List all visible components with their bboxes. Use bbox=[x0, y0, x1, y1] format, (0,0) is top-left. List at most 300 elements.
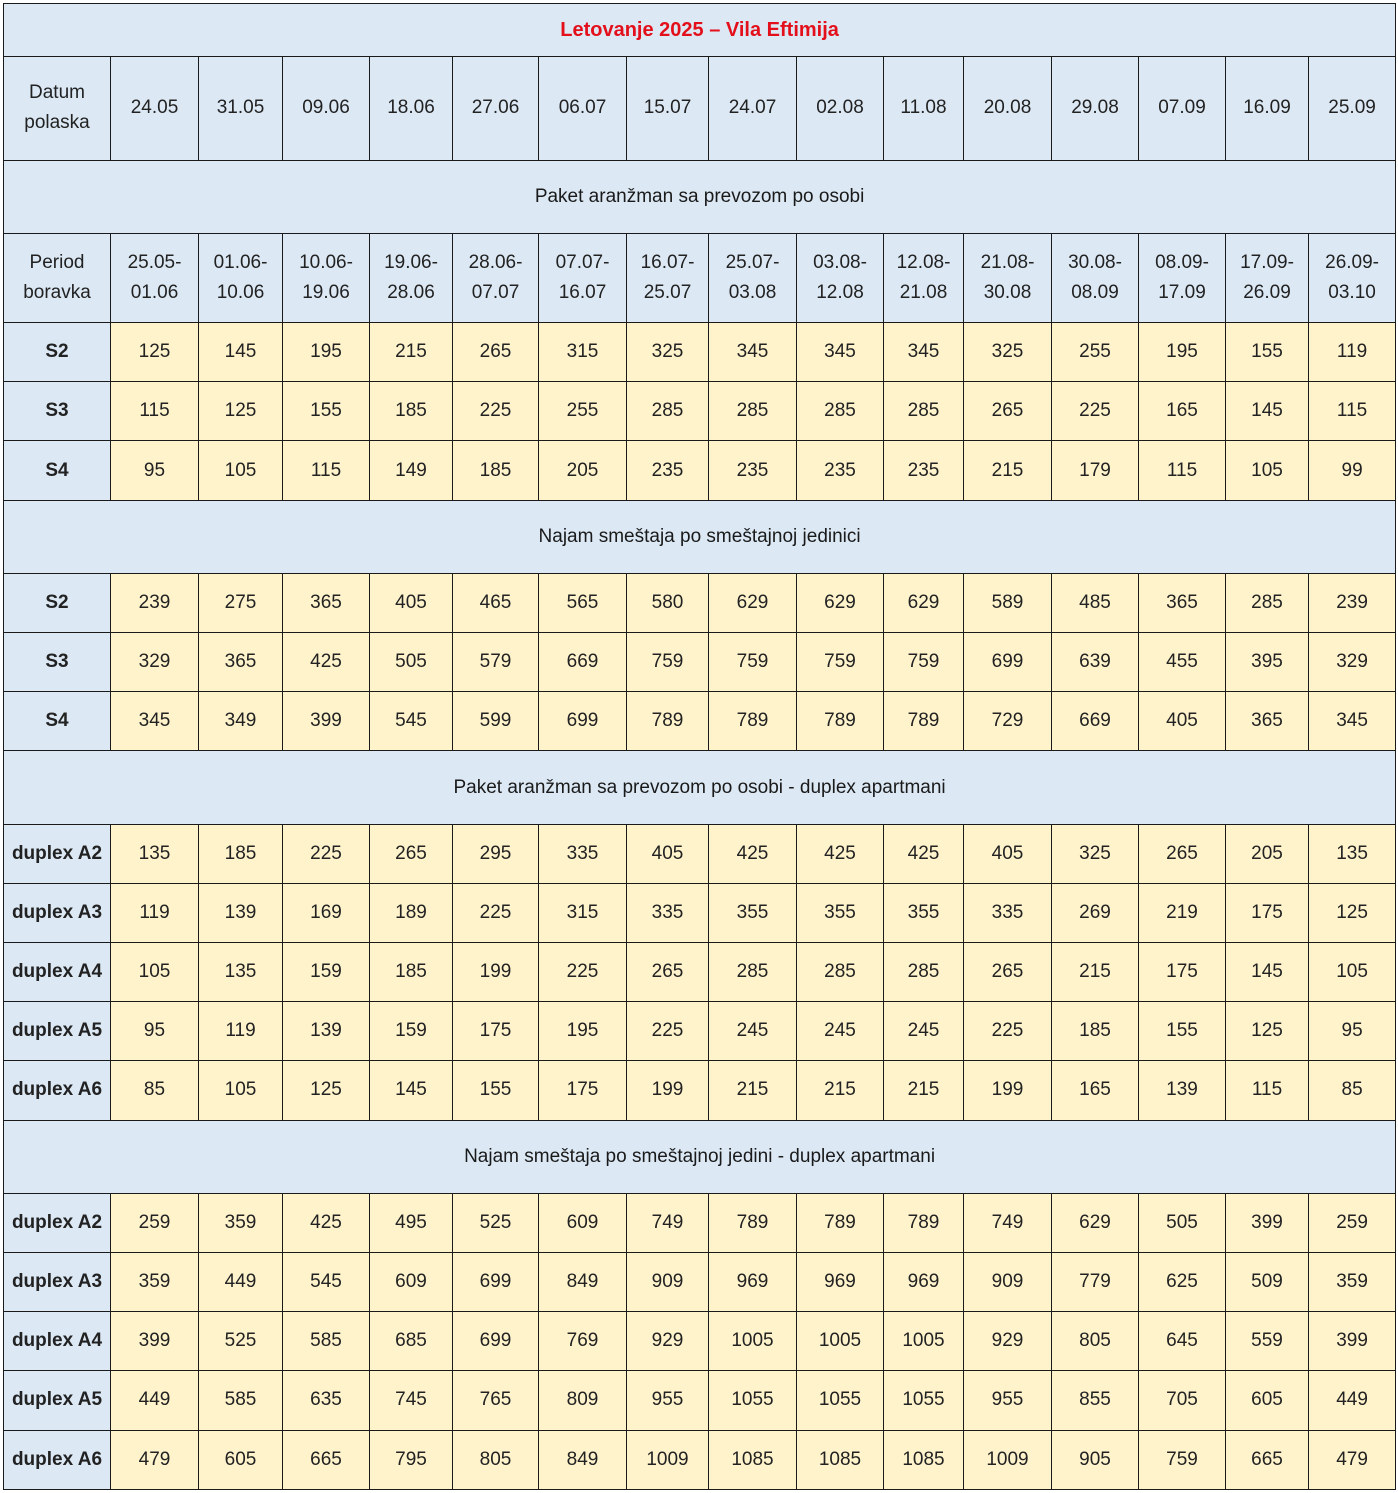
price-cell: 325 bbox=[964, 323, 1052, 382]
price-cell: 105 bbox=[199, 441, 283, 500]
price-cell: 345 bbox=[1309, 692, 1396, 751]
departure-date-cell: 16.09 bbox=[1226, 57, 1309, 160]
price-cell: 179 bbox=[1052, 441, 1139, 500]
price-cell: 285 bbox=[1226, 573, 1309, 632]
price-cell: 565 bbox=[539, 573, 627, 632]
price-cell: 245 bbox=[709, 1002, 797, 1061]
price-cell: 235 bbox=[884, 441, 964, 500]
price-cell: 629 bbox=[1052, 1193, 1139, 1252]
stay-period-row bbox=[4, 233, 1396, 322]
price-row bbox=[4, 633, 1396, 692]
price-cell: 125 bbox=[1309, 883, 1396, 942]
price-cell: 315 bbox=[539, 323, 627, 382]
price-cell: 355 bbox=[709, 883, 797, 942]
price-cell: 545 bbox=[283, 1253, 370, 1312]
price-cell: 809 bbox=[539, 1371, 627, 1430]
price-cell: 909 bbox=[964, 1253, 1052, 1312]
price-cell: 99 bbox=[1309, 441, 1396, 500]
stay-period-cell: 25.07- 03.08 bbox=[709, 233, 797, 322]
price-row bbox=[4, 1253, 1396, 1312]
stay-period-cell: 28.06- 07.07 bbox=[453, 233, 539, 322]
price-cell: 789 bbox=[709, 1193, 797, 1252]
price-cell: 225 bbox=[539, 943, 627, 1002]
price-cell: 125 bbox=[199, 382, 283, 441]
price-cell: 759 bbox=[1139, 1430, 1226, 1489]
stay-period-cell: 08.09- 17.09 bbox=[1139, 233, 1226, 322]
section-title: Najam smeštaja po smeštajnoj jedini - duplex apartmani bbox=[4, 1120, 1396, 1193]
price-cell: 335 bbox=[627, 883, 709, 942]
price-cell: 645 bbox=[1139, 1312, 1226, 1371]
price-cell: 609 bbox=[539, 1193, 627, 1252]
price-cell: 175 bbox=[1139, 943, 1226, 1002]
price-cell: 365 bbox=[1139, 573, 1226, 632]
stay-period-cell: 26.09- 03.10 bbox=[1309, 233, 1396, 322]
price-cell: 395 bbox=[1226, 633, 1309, 692]
price-cell: 525 bbox=[453, 1193, 539, 1252]
price-cell: 795 bbox=[370, 1430, 453, 1489]
price-cell: 665 bbox=[1226, 1430, 1309, 1489]
price-cell: 605 bbox=[1226, 1371, 1309, 1430]
price-cell: 699 bbox=[964, 633, 1052, 692]
price-cell: 805 bbox=[1052, 1312, 1139, 1371]
price-cell: 235 bbox=[797, 441, 884, 500]
price-cell: 105 bbox=[1309, 943, 1396, 1002]
price-cell: 699 bbox=[539, 692, 627, 751]
departure-dates-row bbox=[4, 57, 1396, 160]
price-cell: 145 bbox=[1226, 943, 1309, 1002]
price-row bbox=[4, 573, 1396, 632]
price-cell: 195 bbox=[1139, 323, 1226, 382]
price-cell: 639 bbox=[1052, 633, 1139, 692]
price-cell: 119 bbox=[111, 883, 199, 942]
price-cell: 245 bbox=[884, 1002, 964, 1061]
price-cell: 405 bbox=[964, 824, 1052, 883]
price-row bbox=[4, 824, 1396, 883]
price-cell: 85 bbox=[1309, 1061, 1396, 1120]
departure-date-cell: 24.05 bbox=[111, 57, 199, 160]
price-cell: 125 bbox=[111, 323, 199, 382]
price-cell: 325 bbox=[627, 323, 709, 382]
price-cell: 199 bbox=[964, 1061, 1052, 1120]
period-label: Period boravka bbox=[4, 233, 111, 322]
price-cell: 665 bbox=[283, 1430, 370, 1489]
price-row bbox=[4, 1430, 1396, 1489]
price-cell: 199 bbox=[627, 1061, 709, 1120]
unit-type-label: duplex A3 bbox=[4, 1253, 111, 1312]
price-row bbox=[4, 1002, 1396, 1061]
price-cell: 1005 bbox=[709, 1312, 797, 1371]
departure-date-cell: 27.06 bbox=[453, 57, 539, 160]
price-cell: 349 bbox=[199, 692, 283, 751]
departure-date-cell: 02.08 bbox=[797, 57, 884, 160]
price-cell: 105 bbox=[199, 1061, 283, 1120]
title-row bbox=[4, 4, 1396, 57]
price-cell: 589 bbox=[964, 573, 1052, 632]
departure-label: Datum polaska bbox=[4, 57, 111, 160]
price-cell: 479 bbox=[111, 1430, 199, 1489]
price-cell: 285 bbox=[797, 382, 884, 441]
price-cell: 505 bbox=[370, 633, 453, 692]
stay-period-cell: 19.06- 28.06 bbox=[370, 233, 453, 322]
price-cell: 225 bbox=[627, 1002, 709, 1061]
price-cell: 849 bbox=[539, 1430, 627, 1489]
price-cell: 105 bbox=[111, 943, 199, 1002]
price-cell: 285 bbox=[884, 382, 964, 441]
price-cell: 235 bbox=[627, 441, 709, 500]
unit-type-label: duplex A4 bbox=[4, 1312, 111, 1371]
price-cell: 115 bbox=[283, 441, 370, 500]
price-cell: 225 bbox=[453, 883, 539, 942]
price-cell: 125 bbox=[283, 1061, 370, 1120]
price-row bbox=[4, 382, 1396, 441]
price-cell: 365 bbox=[1226, 692, 1309, 751]
price-cell: 449 bbox=[111, 1371, 199, 1430]
price-cell: 705 bbox=[1139, 1371, 1226, 1430]
price-cell: 749 bbox=[627, 1193, 709, 1252]
price-cell: 365 bbox=[199, 633, 283, 692]
price-cell: 215 bbox=[884, 1061, 964, 1120]
price-cell: 335 bbox=[539, 824, 627, 883]
price-row bbox=[4, 692, 1396, 751]
price-cell: 215 bbox=[797, 1061, 884, 1120]
departure-date-cell: 15.07 bbox=[627, 57, 709, 160]
price-cell: 905 bbox=[1052, 1430, 1139, 1489]
price-cell: 155 bbox=[1139, 1002, 1226, 1061]
price-cell: 609 bbox=[370, 1253, 453, 1312]
price-cell: 685 bbox=[370, 1312, 453, 1371]
price-cell: 255 bbox=[1052, 323, 1139, 382]
price-cell: 219 bbox=[1139, 883, 1226, 942]
price-cell: 465 bbox=[453, 573, 539, 632]
price-cell: 580 bbox=[627, 573, 709, 632]
price-cell: 789 bbox=[884, 1193, 964, 1252]
stay-period-cell: 03.08- 12.08 bbox=[797, 233, 884, 322]
price-cell: 139 bbox=[283, 1002, 370, 1061]
table-title: Letovanje 2025 – Vila Eftimija bbox=[4, 4, 1396, 57]
price-cell: 115 bbox=[1139, 441, 1226, 500]
price-cell: 95 bbox=[111, 441, 199, 500]
unit-type-label: duplex A5 bbox=[4, 1002, 111, 1061]
price-cell: 525 bbox=[199, 1312, 283, 1371]
price-cell: 145 bbox=[199, 323, 283, 382]
price-cell: 345 bbox=[884, 323, 964, 382]
price-cell: 139 bbox=[1139, 1061, 1226, 1120]
price-cell: 1009 bbox=[964, 1430, 1052, 1489]
price-cell: 929 bbox=[964, 1312, 1052, 1371]
price-cell: 295 bbox=[453, 824, 539, 883]
price-cell: 269 bbox=[1052, 883, 1139, 942]
departure-date-cell: 09.06 bbox=[283, 57, 370, 160]
unit-type-label: S4 bbox=[4, 441, 111, 500]
price-cell: 425 bbox=[709, 824, 797, 883]
price-cell: 769 bbox=[539, 1312, 627, 1371]
price-cell: 185 bbox=[199, 824, 283, 883]
price-cell: 215 bbox=[1052, 943, 1139, 1002]
stay-period-cell: 10.06- 19.06 bbox=[283, 233, 370, 322]
price-cell: 629 bbox=[797, 573, 884, 632]
price-cell: 455 bbox=[1139, 633, 1226, 692]
price-cell: 119 bbox=[199, 1002, 283, 1061]
price-cell: 969 bbox=[797, 1253, 884, 1312]
unit-type-label: duplex A6 bbox=[4, 1061, 111, 1120]
price-table bbox=[3, 3, 1396, 1490]
price-cell: 145 bbox=[1226, 382, 1309, 441]
price-cell: 345 bbox=[709, 323, 797, 382]
price-cell: 629 bbox=[709, 573, 797, 632]
price-cell: 329 bbox=[111, 633, 199, 692]
price-cell: 449 bbox=[199, 1253, 283, 1312]
price-cell: 729 bbox=[964, 692, 1052, 751]
price-cell: 175 bbox=[453, 1002, 539, 1061]
price-cell: 929 bbox=[627, 1312, 709, 1371]
price-row bbox=[4, 943, 1396, 1002]
price-cell: 669 bbox=[539, 633, 627, 692]
price-cell: 185 bbox=[370, 382, 453, 441]
price-cell: 559 bbox=[1226, 1312, 1309, 1371]
stay-period-cell: 07.07- 16.07 bbox=[539, 233, 627, 322]
departure-date-cell: 20.08 bbox=[964, 57, 1052, 160]
price-cell: 355 bbox=[797, 883, 884, 942]
stay-period-cell: 30.08- 08.09 bbox=[1052, 233, 1139, 322]
unit-type-label: S3 bbox=[4, 633, 111, 692]
price-cell: 265 bbox=[370, 824, 453, 883]
price-cell: 805 bbox=[453, 1430, 539, 1489]
price-row bbox=[4, 1371, 1396, 1430]
price-cell: 135 bbox=[1309, 824, 1396, 883]
unit-type-label: duplex A6 bbox=[4, 1430, 111, 1489]
price-row bbox=[4, 883, 1396, 942]
price-cell: 399 bbox=[1226, 1193, 1309, 1252]
price-cell: 185 bbox=[370, 943, 453, 1002]
price-cell: 159 bbox=[370, 1002, 453, 1061]
price-cell: 239 bbox=[1309, 573, 1396, 632]
price-cell: 425 bbox=[884, 824, 964, 883]
price-cell: 245 bbox=[797, 1002, 884, 1061]
price-cell: 969 bbox=[884, 1253, 964, 1312]
price-cell: 285 bbox=[709, 943, 797, 1002]
price-cell: 759 bbox=[709, 633, 797, 692]
unit-type-label: duplex A2 bbox=[4, 1193, 111, 1252]
unit-type-label: S2 bbox=[4, 323, 111, 382]
price-cell: 849 bbox=[539, 1253, 627, 1312]
price-cell: 789 bbox=[884, 692, 964, 751]
price-table-body bbox=[4, 4, 1396, 1490]
price-cell: 185 bbox=[453, 441, 539, 500]
price-cell: 629 bbox=[884, 573, 964, 632]
price-cell: 119 bbox=[1309, 323, 1396, 382]
price-cell: 155 bbox=[1226, 323, 1309, 382]
departure-date-cell: 29.08 bbox=[1052, 57, 1139, 160]
section-header-row bbox=[4, 751, 1396, 824]
price-cell: 1085 bbox=[709, 1430, 797, 1489]
price-cell: 175 bbox=[1226, 883, 1309, 942]
price-cell: 149 bbox=[370, 441, 453, 500]
price-cell: 1085 bbox=[884, 1430, 964, 1489]
stay-period-cell: 01.06- 10.06 bbox=[199, 233, 283, 322]
price-cell: 789 bbox=[627, 692, 709, 751]
section-header-row bbox=[4, 500, 1396, 573]
price-cell: 115 bbox=[1226, 1061, 1309, 1120]
price-cell: 139 bbox=[199, 883, 283, 942]
price-cell: 335 bbox=[964, 883, 1052, 942]
price-cell: 135 bbox=[199, 943, 283, 1002]
price-cell: 425 bbox=[283, 1193, 370, 1252]
price-row bbox=[4, 1061, 1396, 1120]
price-cell: 625 bbox=[1139, 1253, 1226, 1312]
price-cell: 189 bbox=[370, 883, 453, 942]
price-cell: 749 bbox=[964, 1193, 1052, 1252]
price-cell: 225 bbox=[964, 1002, 1052, 1061]
price-cell: 169 bbox=[283, 883, 370, 942]
departure-date-cell: 24.07 bbox=[709, 57, 797, 160]
departure-date-cell: 06.07 bbox=[539, 57, 627, 160]
price-cell: 205 bbox=[1226, 824, 1309, 883]
price-cell: 315 bbox=[539, 883, 627, 942]
price-cell: 405 bbox=[627, 824, 709, 883]
price-cell: 909 bbox=[627, 1253, 709, 1312]
price-cell: 585 bbox=[199, 1371, 283, 1430]
price-cell: 259 bbox=[111, 1193, 199, 1252]
price-cell: 355 bbox=[884, 883, 964, 942]
stay-period-cell: 17.09- 26.09 bbox=[1226, 233, 1309, 322]
price-cell: 759 bbox=[884, 633, 964, 692]
price-cell: 405 bbox=[370, 573, 453, 632]
price-cell: 115 bbox=[111, 382, 199, 441]
price-cell: 479 bbox=[1309, 1430, 1396, 1489]
departure-date-cell: 31.05 bbox=[199, 57, 283, 160]
unit-type-label: S2 bbox=[4, 573, 111, 632]
unit-type-label: S4 bbox=[4, 692, 111, 751]
price-cell: 345 bbox=[111, 692, 199, 751]
stay-period-cell: 25.05- 01.06 bbox=[111, 233, 199, 322]
unit-type-label: S3 bbox=[4, 382, 111, 441]
section-header-row bbox=[4, 1120, 1396, 1193]
price-cell: 345 bbox=[797, 323, 884, 382]
price-cell: 1055 bbox=[709, 1371, 797, 1430]
price-cell: 425 bbox=[283, 633, 370, 692]
price-cell: 95 bbox=[111, 1002, 199, 1061]
price-cell: 155 bbox=[453, 1061, 539, 1120]
price-cell: 399 bbox=[1309, 1312, 1396, 1371]
price-cell: 255 bbox=[539, 382, 627, 441]
stay-period-cell: 21.08- 30.08 bbox=[964, 233, 1052, 322]
unit-type-label: duplex A2 bbox=[4, 824, 111, 883]
price-cell: 285 bbox=[627, 382, 709, 441]
price-cell: 789 bbox=[797, 692, 884, 751]
price-cell: 585 bbox=[283, 1312, 370, 1371]
unit-type-label: duplex A5 bbox=[4, 1371, 111, 1430]
price-cell: 195 bbox=[539, 1002, 627, 1061]
price-cell: 285 bbox=[797, 943, 884, 1002]
unit-type-label: duplex A3 bbox=[4, 883, 111, 942]
price-cell: 635 bbox=[283, 1371, 370, 1430]
price-cell: 85 bbox=[111, 1061, 199, 1120]
price-cell: 1055 bbox=[884, 1371, 964, 1430]
price-row bbox=[4, 1312, 1396, 1371]
price-cell: 265 bbox=[964, 943, 1052, 1002]
price-cell: 285 bbox=[709, 382, 797, 441]
price-cell: 359 bbox=[111, 1253, 199, 1312]
price-cell: 265 bbox=[453, 323, 539, 382]
price-cell: 485 bbox=[1052, 573, 1139, 632]
price-cell: 955 bbox=[627, 1371, 709, 1430]
price-cell: 855 bbox=[1052, 1371, 1139, 1430]
price-cell: 759 bbox=[797, 633, 884, 692]
section-title: Najam smeštaja po smeštajnoj jedinici bbox=[4, 500, 1396, 573]
price-cell: 155 bbox=[283, 382, 370, 441]
price-cell: 105 bbox=[1226, 441, 1309, 500]
departure-date-cell: 11.08 bbox=[884, 57, 964, 160]
price-cell: 449 bbox=[1309, 1371, 1396, 1430]
price-cell: 195 bbox=[283, 323, 370, 382]
price-cell: 259 bbox=[1309, 1193, 1396, 1252]
price-cell: 765 bbox=[453, 1371, 539, 1430]
price-cell: 759 bbox=[627, 633, 709, 692]
price-cell: 699 bbox=[453, 1253, 539, 1312]
price-cell: 145 bbox=[370, 1061, 453, 1120]
departure-date-cell: 18.06 bbox=[370, 57, 453, 160]
price-cell: 779 bbox=[1052, 1253, 1139, 1312]
price-cell: 1085 bbox=[797, 1430, 884, 1489]
price-cell: 205 bbox=[539, 441, 627, 500]
price-cell: 1009 bbox=[627, 1430, 709, 1489]
section-title: Paket aranžman sa prevozom po osobi bbox=[4, 160, 1396, 233]
price-cell: 605 bbox=[199, 1430, 283, 1489]
price-cell: 199 bbox=[453, 943, 539, 1002]
stay-period-cell: 12.08- 21.08 bbox=[884, 233, 964, 322]
price-cell: 135 bbox=[111, 824, 199, 883]
price-cell: 239 bbox=[111, 573, 199, 632]
price-cell: 225 bbox=[453, 382, 539, 441]
price-cell: 405 bbox=[1139, 692, 1226, 751]
price-cell: 599 bbox=[453, 692, 539, 751]
price-row bbox=[4, 323, 1396, 382]
price-cell: 1055 bbox=[797, 1371, 884, 1430]
price-cell: 265 bbox=[964, 382, 1052, 441]
price-cell: 185 bbox=[1052, 1002, 1139, 1061]
price-cell: 225 bbox=[1052, 382, 1139, 441]
price-cell: 365 bbox=[283, 573, 370, 632]
stay-period-cell: 16.07- 25.07 bbox=[627, 233, 709, 322]
unit-type-label: duplex A4 bbox=[4, 943, 111, 1002]
price-cell: 235 bbox=[709, 441, 797, 500]
price-cell: 495 bbox=[370, 1193, 453, 1252]
price-cell: 789 bbox=[797, 1193, 884, 1252]
price-cell: 159 bbox=[283, 943, 370, 1002]
price-cell: 969 bbox=[709, 1253, 797, 1312]
price-cell: 1005 bbox=[884, 1312, 964, 1371]
price-cell: 745 bbox=[370, 1371, 453, 1430]
price-cell: 955 bbox=[964, 1371, 1052, 1430]
price-cell: 265 bbox=[1139, 824, 1226, 883]
departure-date-cell: 25.09 bbox=[1309, 57, 1396, 160]
price-cell: 789 bbox=[709, 692, 797, 751]
price-cell: 399 bbox=[283, 692, 370, 751]
price-cell: 95 bbox=[1309, 1002, 1396, 1061]
price-cell: 329 bbox=[1309, 633, 1396, 692]
price-cell: 225 bbox=[283, 824, 370, 883]
price-cell: 545 bbox=[370, 692, 453, 751]
price-cell: 165 bbox=[1052, 1061, 1139, 1120]
price-cell: 215 bbox=[709, 1061, 797, 1120]
price-cell: 505 bbox=[1139, 1193, 1226, 1252]
price-row bbox=[4, 1193, 1396, 1252]
price-cell: 509 bbox=[1226, 1253, 1309, 1312]
price-cell: 359 bbox=[1309, 1253, 1396, 1312]
section-title: Paket aranžman sa prevozom po osobi - duplex apartmani bbox=[4, 751, 1396, 824]
price-cell: 275 bbox=[199, 573, 283, 632]
price-cell: 579 bbox=[453, 633, 539, 692]
